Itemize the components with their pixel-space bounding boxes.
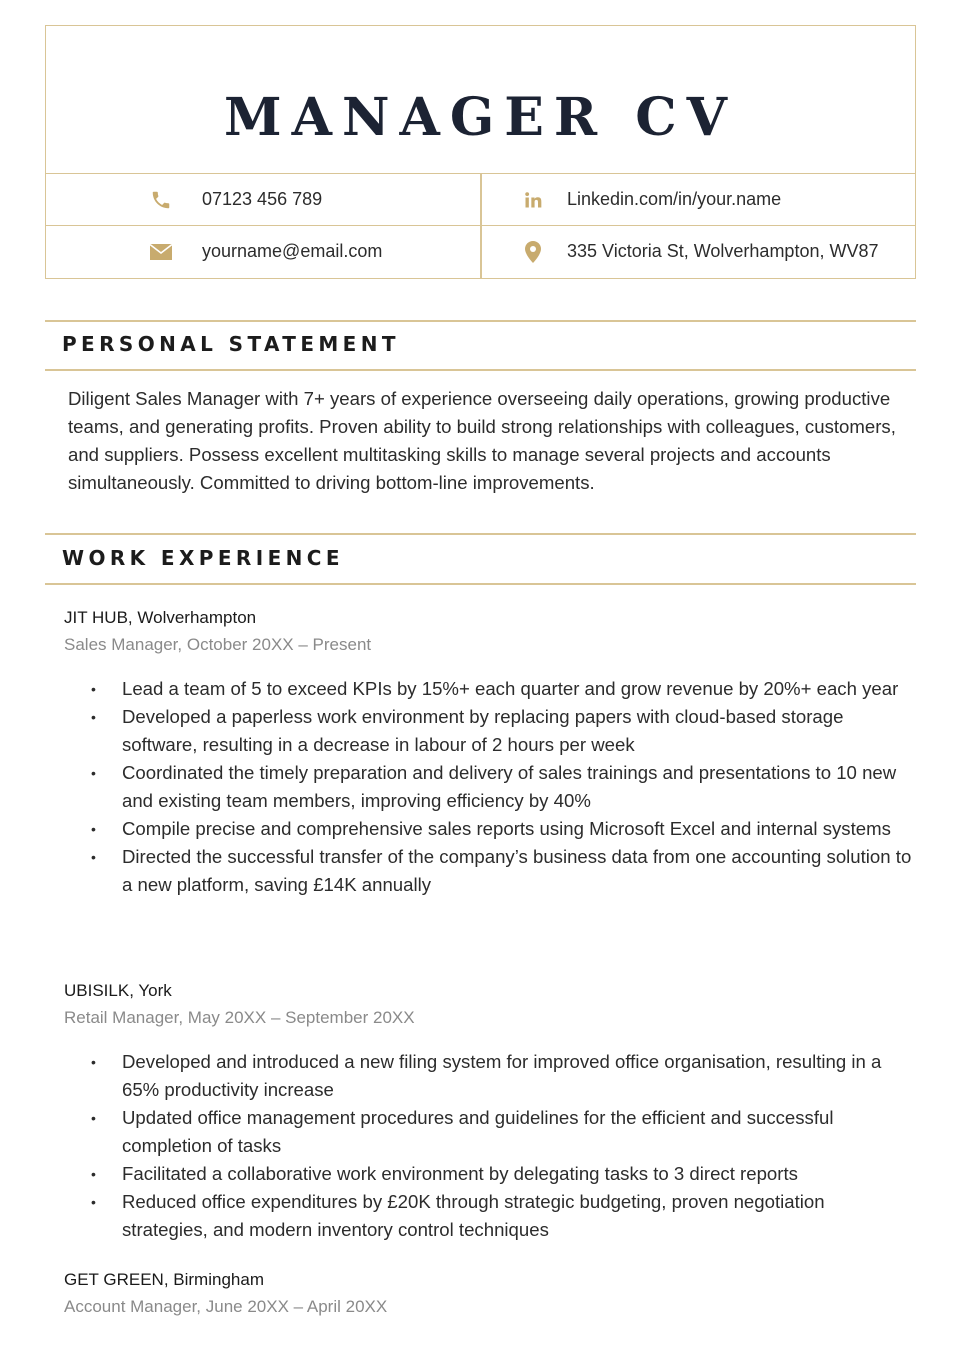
list-item: • Coordinated the timely preparation and delivery of sales trainings and presentations to 10 new and existing team members, improving efficiency by 40% <box>64 759 914 815</box>
list-item: • Compile precise and comprehensive sales reports using Microsoft Excel and internal systems <box>64 815 914 843</box>
job-organisation <box>64 604 914 631</box>
list-item: • Directed the successful transfer of the company’s business data from one accounting solution to a new platform, saving £14K annually <box>64 843 914 899</box>
job-bullets <box>64 675 914 899</box>
cv-title: MANAGER CV <box>224 87 737 148</box>
job-entry <box>64 1266 914 1320</box>
job-entry <box>64 977 914 1244</box>
bullet-icon: • <box>91 1166 96 1182</box>
job-location: Birmingham <box>173 1270 264 1289</box>
list-item: • Lead a team of 5 to exceed KPIs by 15%+ each quarter and grow revenue by 20%+ each year <box>64 675 914 703</box>
envelope-icon <box>149 240 173 264</box>
cv-header <box>45 25 916 279</box>
bullet-icon: • <box>91 849 96 865</box>
list-item: • Reduced office expenditures by £20K through strategic budgeting, proven negotiation strategies, and modern inventory control techniques <box>64 1188 914 1244</box>
job-location: Wolverhampton <box>137 608 257 627</box>
job-role: Retail Manager, May 20XX – September 20XX <box>64 1008 415 1027</box>
section-rule-top <box>45 533 916 535</box>
bullet-icon: • <box>91 1110 96 1126</box>
section-rule-bottom <box>45 583 916 585</box>
bullet-icon: • <box>91 1054 96 1070</box>
list-item: • Developed a paperless work environment by replacing papers with cloud-based storage software, resulting in a decrease in labour of 2 hours per week <box>64 703 914 759</box>
bullet-icon: • <box>91 1194 96 1210</box>
phone-number[interactable]: 07123 456 789 <box>202 189 323 209</box>
contact-row <box>46 225 915 276</box>
job-organisation <box>64 977 914 1004</box>
job-company: UBISILK, <box>64 981 134 1000</box>
linkedin-url[interactable]: Linkedin.com/in/your.name <box>567 189 782 209</box>
work-experience-heading: WORK EXPERIENCE <box>62 546 344 570</box>
section-rule-bottom <box>45 369 916 371</box>
bullet-icon: • <box>91 709 96 725</box>
job-company: GET GREEN, <box>64 1270 169 1289</box>
list-item: • Facilitated a collaborative work environment by delegating tasks to 3 direct reports <box>64 1160 914 1188</box>
job-location: York <box>138 981 172 1000</box>
section-rule-top <box>45 320 916 322</box>
contact-row <box>46 174 915 225</box>
bullet-icon: • <box>91 821 96 837</box>
job-role: Sales Manager, October 20XX – Present <box>64 635 372 654</box>
linkedin-icon <box>521 188 545 212</box>
job-company: JIT HUB, <box>64 608 133 627</box>
bullet-icon: • <box>91 765 96 781</box>
email-address[interactable]: yourname@email.com <box>202 241 383 261</box>
job-role: Account Manager, June 20XX – April 20XX <box>64 1297 388 1316</box>
personal-statement-text: Diligent Sales Manager with 7+ years of experience overseeing daily operations, growing productive teams, and generating profits. Proven ability to build strong relationships with colleagues, customers, and suppliers. Possess excellent multitasking skills to manage several projects and accounts simultaneously. Committed to driving bottom-line improvements. <box>68 388 896 493</box>
postal-address: 335 Victoria St, Wolverhampton, WV87 <box>567 241 879 261</box>
list-item: • Updated office management procedures and guidelines for the efficient and successful completion of tasks <box>64 1104 914 1160</box>
map-pin-icon <box>521 240 545 264</box>
phone-icon <box>149 188 173 212</box>
bullet-icon: • <box>91 681 96 697</box>
personal-statement-heading: PERSONAL STATEMENT <box>62 332 400 356</box>
contact-grid <box>46 173 915 278</box>
list-item: • Developed and introduced a new filing system for improved office organisation, resulting in a 65% productivity increase <box>64 1048 914 1104</box>
job-entry <box>64 604 914 899</box>
job-organisation <box>64 1266 914 1293</box>
job-bullets <box>64 1048 914 1244</box>
